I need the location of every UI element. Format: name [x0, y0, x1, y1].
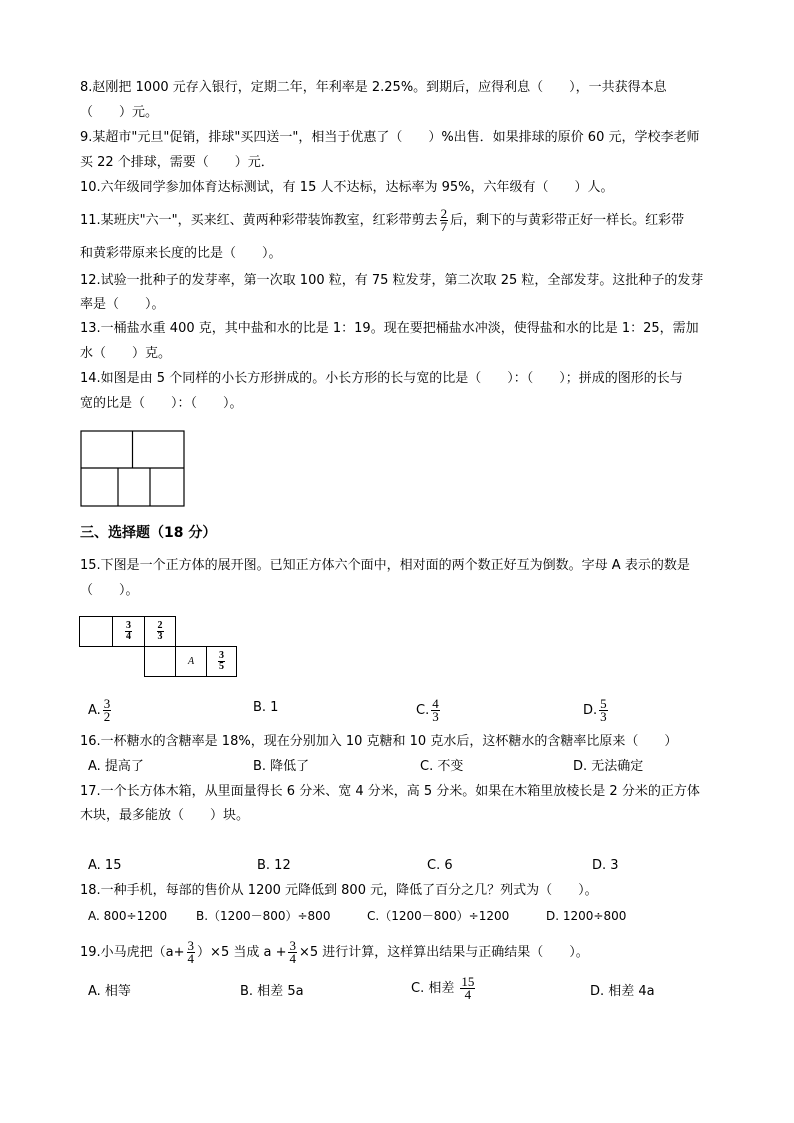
- q19-fraction-2: $\frac{3}{4}$: [289, 938, 296, 966]
- q13-line2: 水（ ）克。: [80, 346, 172, 361]
- q11-line1: [80, 208, 684, 233]
- q15-option-c[interactable]: C. $\frac{4}{3}$: [416, 696, 439, 724]
- q15-option-a[interactable]: A. $\frac{3}{2}$: [88, 696, 111, 724]
- q19-option-a[interactable]: A. 相等: [88, 984, 131, 999]
- q11-pre: 11.某班庆"六一"，买来红、黄两种彩带装饰教室，红彩带剪去: [80, 213, 438, 228]
- q12-line1: 12.试验一批种子的发芽率，第一次取 100 粒，有 75 粒发芽，第二次取 25 粒，全部发芽。这批种子的发芽: [80, 273, 704, 288]
- q15-line1: 15.下图是一个正方体的展开图。已知正方体六个面中，相对面的两个数正好互为倒数。字母 A 表示的数是: [80, 558, 690, 573]
- q14-line1: 14.如图是由 5 个同样的小长方形拼成的。小长方形的长与宽的比是（ ）：（ ）；拼成的图形的长与: [80, 371, 683, 386]
- net-cell-label-a: A: [187, 656, 195, 667]
- q18-line1: 18.一种手机，每部的售价从 1200 元降低到 800 元，降低了百分之几？列式为（ ）。: [80, 883, 598, 898]
- q11-fraction: [440, 208, 449, 233]
- q19-option-d[interactable]: D. 相差 4a: [590, 984, 655, 999]
- q18-option-d[interactable]: D. 1200÷800: [546, 909, 627, 923]
- q16-option-d[interactable]: D. 无法确定: [573, 759, 644, 774]
- net-cell-5: [175, 646, 207, 677]
- net-cell-2: $\frac{3}{4}$: [112, 616, 145, 647]
- q11-line2: 和黄彩带原来长度的比是（ ）。: [80, 246, 282, 261]
- q14-line2: 宽的比是（ ）：（ ）。: [80, 396, 243, 411]
- q16-line1: 16.一杯糖水的含糖率是 18%，现在分别加入 10 克糖和 10 克水后，这杯糖水的含糖率比原来（ ）: [80, 734, 678, 749]
- q12-line2: 率是（ ）。: [80, 297, 165, 312]
- q19-option-c[interactable]: C. 相差 $\frac{15}{4}$: [411, 974, 475, 1002]
- q17-line2: 木块，最多能放（ ）块。: [80, 808, 250, 823]
- q14-rectangle-figure: [80, 430, 186, 508]
- q18-option-c[interactable]: C.（1200－800）÷1200: [367, 909, 510, 923]
- q16-option-a[interactable]: A. 提高了: [88, 759, 144, 774]
- q19-option-b[interactable]: B. 相差 5a: [240, 984, 304, 999]
- q11-frac-num: 2: [440, 206, 448, 221]
- q8-line1: 8.赵刚把 1000 元存入银行，定期二年，年利率是 2.25%。到期后，应得利息（ ），一共获得本息: [80, 80, 667, 95]
- q11-post: 后，剩下的与黄彩带正好一样长。红彩带: [450, 213, 685, 228]
- q16-option-c[interactable]: C. 不变: [420, 759, 464, 774]
- q16-option-b[interactable]: B. 降低了: [253, 759, 310, 774]
- q9-line1: 9.某超市"元旦"促销，排球"买四送一"，相当于优惠了（ ）%出售．如果排球的原价 60 元，学校李老师: [80, 130, 700, 145]
- q10-line1: 10.六年级同学参加体育达标测试，有 15 人不达标，达标率为 95%，六年级有（ ）人。: [80, 180, 614, 195]
- net-cell-3: $\frac{2}{3}$: [144, 616, 176, 647]
- q15-option-b[interactable]: B. 1: [253, 700, 279, 715]
- q19-line1: 19.小马虎把（a+ $\frac{3}{4}$ ）×5 当成 a + $\frac{3}{4}$ ×5 进行计算，这样算出结果与正确结果（ ）。: [80, 938, 589, 966]
- q11-frac-den: 7: [440, 219, 448, 234]
- q18-option-b[interactable]: B.（1200－800）÷800: [196, 909, 331, 923]
- q15-line2: （ ）。: [80, 583, 139, 598]
- section3-title: 三、选择题（18 分）: [80, 525, 217, 541]
- net-cell-6: $\frac{3}{5}$: [206, 646, 237, 677]
- q15-option-d[interactable]: D. $\frac{5}{3}$: [583, 696, 607, 724]
- net-cell-4: [144, 646, 176, 677]
- q15-cube-net: [79, 616, 239, 678]
- q17-option-b[interactable]: B. 12: [257, 858, 291, 873]
- q17-option-a[interactable]: A. 15: [88, 858, 122, 873]
- q17-option-c[interactable]: C. 6: [427, 858, 453, 873]
- q9-line2: 买 22 个排球，需要（ ）元．: [80, 155, 274, 170]
- q13-line1: 13.一桶盐水重 400 克，其中盐和水的比是 1：19。现在要把桶盐水冲淡，使得盐和水的比是 1：25，需加: [80, 321, 699, 336]
- net-cell-1: [79, 616, 113, 647]
- q8-line2: （ ）元。: [80, 105, 159, 120]
- q17-line1: 17.一个长方体木箱，从里面量得长 6 分米、宽 4 分米，高 5 分米。如果在木箱里放棱长是 2 分米的正方体: [80, 784, 700, 799]
- q19-fraction-1: $\frac{3}{4}$: [187, 938, 195, 966]
- q18-option-a[interactable]: A. 800÷1200: [88, 909, 168, 923]
- q17-option-d[interactable]: D. 3: [592, 858, 619, 873]
